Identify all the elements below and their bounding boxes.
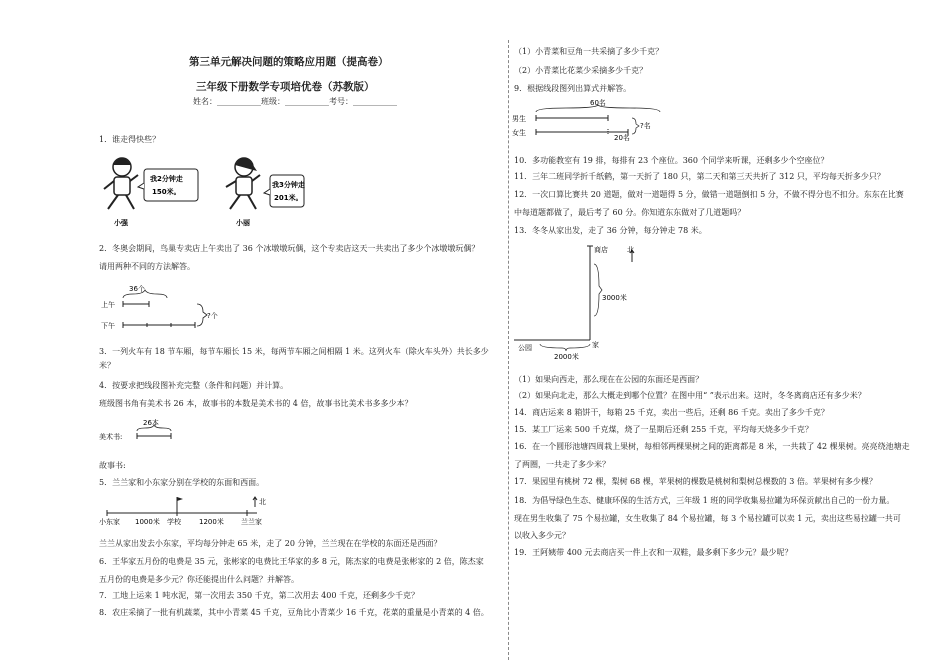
q2-36-label: 36个 xyxy=(129,285,145,293)
question-6-line2: 五月份的电费是多少元？你还能提出什么问题？并解答。 xyxy=(99,575,299,584)
question-13: 13．冬冬从家出发，走了 36 分钟，每分钟走 78 米。 xyxy=(514,226,707,235)
question-8-part1: （1）小青菜和豆角一共采摘了多少千克？ xyxy=(514,47,664,56)
student-info-line: 姓名：___________班级：___________考号：___________ xyxy=(193,97,397,106)
q2-segment-diagram xyxy=(99,282,229,336)
question-1: 1．谁走得快些？ xyxy=(99,135,161,144)
q4-26-label: 26本 xyxy=(143,419,159,427)
q5-lanlan-label: 兰兰家 xyxy=(241,518,262,526)
page-title: 第三单元解决问题的策略应用题（提高卷） xyxy=(189,56,389,68)
q5-map-diagram xyxy=(99,493,279,527)
running-girl-icon xyxy=(226,158,260,209)
page-subtitle: 三年级下册数学专项培优卷（苏教版） xyxy=(196,81,375,93)
question-16-line1: 16．在一个圆形池塘四周栽上果树，每相邻两棵果树之间的距离都是 8 米，一共栽了 42 棵果树。亮亮绕池塘走 xyxy=(514,442,910,451)
q2-question-label: ?个 xyxy=(207,312,218,320)
q13-route-map xyxy=(514,242,674,364)
bubble1-line2: 150米。 xyxy=(152,188,181,196)
q13-shop-label: 商店 xyxy=(594,246,608,254)
q13-2000-label: 2000米 xyxy=(554,353,579,361)
question-6-line1: 6．王华家五月份的电费是 35 元，张彬家的电费比王华家的多 8 元，陈杰家的电费是张彬家的 2 倍，陈杰家 xyxy=(99,557,484,566)
question-3-line2: 米？ xyxy=(99,361,115,370)
question-13-part1: （1）如果向西走，那么现在在公园的东面还是西面？ xyxy=(514,375,704,384)
question-8: 8．农庄采摘了一批有机蔬菜，其中小青菜 45 千克，豆角比小青菜少 16 千克，花菜的重量是小青菜的 4 倍。 xyxy=(99,608,489,617)
bubble1-line1: 我2分钟走 xyxy=(150,175,183,183)
question-8-part2: （2）小青菜比花菜少采摘多少千克？ xyxy=(514,66,648,75)
q5-school-label: 学校 xyxy=(167,518,181,526)
q13-home-label: 家 xyxy=(592,341,599,349)
q9-question-label: ?名 xyxy=(640,122,651,130)
bubble2-line1: 我3分钟走 xyxy=(272,181,305,189)
question-14: 14．商店运来 8 箱饼干，每箱 25 千克，卖出一些后，还剩 86 千克。卖出了多少千克？ xyxy=(514,408,829,417)
question-19: 19．王阿姨带 400 元去商店买一件上衣和一双鞋，最多剩下多少元？最少呢？ xyxy=(514,548,793,557)
question-3-line1: 3．一列火车有 18 节车厢，每节车厢长 15 米，每两节车厢之间相隔 1 米。这列火车（除火车头外）共长多少 xyxy=(99,347,489,356)
question-18-line3: 以收入多少元？ xyxy=(514,531,570,540)
q13-north-label: 北 xyxy=(627,246,634,254)
question-5-line2: 兰兰从家出发去小东家，平均每分钟走 65 米，走了 20 分钟，兰兰现在在学校的东面还是西面？ xyxy=(99,539,442,548)
running-boy-icon xyxy=(104,158,138,209)
q4-art-label: 美术书: xyxy=(99,433,123,441)
speech-bubble-2 xyxy=(264,175,305,207)
question-2-line2: 请用两种不同的方法解答。 xyxy=(99,262,195,271)
question-9: 9．根据线段图列出算式并解答。 xyxy=(514,84,632,93)
q9-20-label: 20名 xyxy=(614,134,630,142)
q13-park-label: 公园 xyxy=(518,344,532,352)
question-18-line2: 现在男生收集了 75 个易拉罐，女生收集了 84 个易拉罐，每 3 个易拉罐可以卖 1 元，卖出这些易拉罐一共可 xyxy=(514,514,901,523)
name-xiaoli: 小丽 xyxy=(236,219,250,227)
question-7: 7．工地上运来 1 吨水泥，第一次用去 350 千克，第二次用去 400 千克，还剩多少千克？ xyxy=(99,591,419,600)
q5-xiaodong-label: 小东家 xyxy=(99,518,120,526)
question-5-line1: 5．兰兰家和小东家分别在学校的东面和西面。 xyxy=(99,478,265,487)
q4-segment-diagram xyxy=(99,417,199,443)
q13-3000-label: 3000米 xyxy=(602,294,627,302)
q9-girls-label: 女生 xyxy=(512,129,526,137)
question-15: 15．某工厂运来 500 千克煤，烧了一星期后还剩 255 千克，平均每天烧多少千克？ xyxy=(514,425,813,434)
question-10: 10．多功能教室有 19 排，每排有 23 个座位。360 个同学来听课，还剩多少个空座位？ xyxy=(514,156,829,165)
question-11: 11．三年二班同学折千纸鹤，第一天折了 180 只，第二天和第三天共折了 312 只，平均每天折多少只？ xyxy=(514,172,885,181)
q9-boys-label: 男生 xyxy=(512,115,526,123)
q9-60-label: 60名 xyxy=(590,99,606,107)
bubble2-line2: 201米。 xyxy=(274,194,303,202)
question-2-line1: 2．冬奥会期间，鸟巢专卖店上午卖出了 36 个冰墩墩玩偶，这个专卖店这天一共卖出了多少个冰墩墩玩偶？ xyxy=(99,244,480,253)
q5-1200-label: 1200米 xyxy=(199,518,224,526)
q4-story-label: 故事书: xyxy=(99,461,126,470)
school-flag-icon xyxy=(177,497,183,513)
q2-pm-label: 下午 xyxy=(101,322,115,330)
question-17: 17．果园里有桃树 72 棵，梨树 68 棵，苹果树的棵数是桃树和梨树总棵数的 3 倍。苹果树有多少棵？ xyxy=(514,477,877,486)
question-4-line2: 班级图书角有美术书 26 本，故事书的本数是美术书的 4 倍，故事书比美术书多多少本？ xyxy=(99,399,413,408)
q1-illustration xyxy=(96,153,306,231)
north-arrow-icon xyxy=(253,497,257,507)
q9-segment-diagram xyxy=(510,98,670,144)
q2-am-label: 上午 xyxy=(101,301,115,309)
speech-bubble-1 xyxy=(138,169,198,201)
question-18-line1: 18．为倡导绿色生态、健康环保的生活方式，三年级 1 班的同学收集易拉罐为环保贡献出自己的一份力量。 xyxy=(514,496,895,505)
column-divider xyxy=(508,40,509,660)
question-16-line2: 了两圈，一共走了多少米？ xyxy=(514,460,610,469)
q5-1000-label: 1000米 xyxy=(135,518,160,526)
question-12-line1: 12．一次口算比赛共 20 道题，做对一道题得 5 分，做错一道题倒扣 5 分，不做不得分也不扣分。东东在比赛 xyxy=(514,190,904,199)
question-12-line2: 中每道题都做了，最后考了 60 分。你知道东东做对了几道题吗？ xyxy=(514,208,746,217)
q5-north-label: 北 xyxy=(259,498,266,506)
question-4-line1: 4．按要求把线段图补充完整（条件和问题）并计算。 xyxy=(99,381,289,390)
name-xiaoqiang: 小强 xyxy=(114,219,128,227)
question-13-part2: （2）如果向北走，那么大概走到哪个位置？在图中用“ ”表示出来。这时，冬冬离商店还有多少米？ xyxy=(514,391,866,400)
